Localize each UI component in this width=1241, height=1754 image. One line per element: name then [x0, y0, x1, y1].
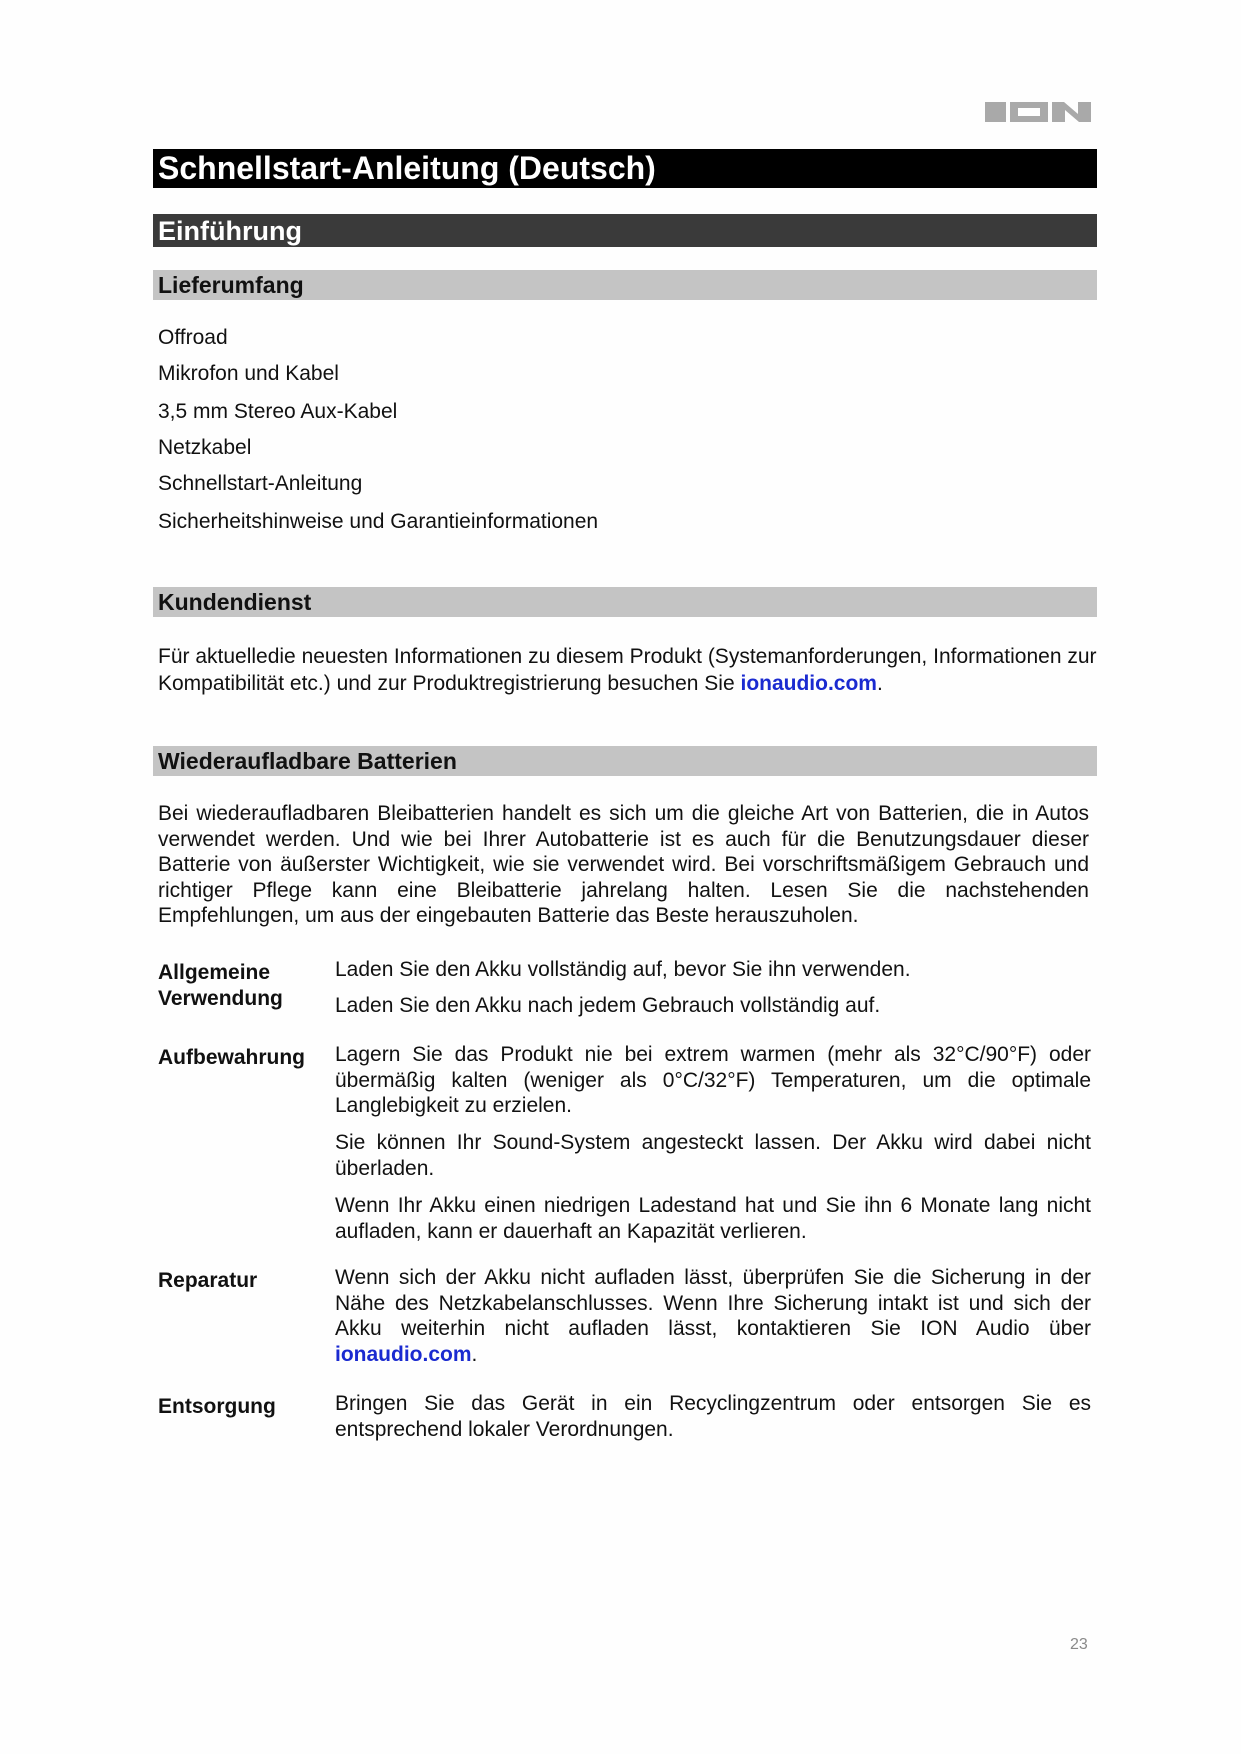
term-general-use: Allgemeine Verwendung — [158, 961, 283, 1010]
subheading-contents: Lieferumfang — [153, 270, 1097, 300]
repair-text: Wenn sich der Akku nicht aufladen lässt, überprüfen Sie die Sicherung in der Nähe des Netzkabelanschlusses. Wenn Ihre Sicherung intakt ist und sich der Akku weiterhin nicht aufladen lässt, kontaktieren Sie ION Audio über — [335, 1266, 1091, 1340]
support-link[interactable]: ionaudio.com — [740, 672, 877, 695]
subheading-support: Kundendienst — [153, 587, 1097, 617]
page-title: Schnellstart-Anleitung (Deutsch) — [153, 149, 1097, 188]
ion-logo — [985, 102, 1091, 122]
repair-period: . — [471, 1342, 478, 1366]
list-item: Netzkabel — [158, 436, 252, 459]
repair-link[interactable]: ionaudio.com — [335, 1342, 472, 1366]
list-item: Offroad — [158, 326, 228, 349]
general-use-text-1: Laden Sie den Akku vollständig auf, bevor Sie ihn verwenden. — [335, 958, 911, 981]
support-text: Für aktuelledie neuesten Informationen zu diesem Produkt (Systemanforderungen, Informationen zur Kompatibilität etc.) und zur Produktregistrierung besuchen Sie — [158, 645, 1097, 695]
term-disposal: Entsorgung — [158, 1395, 276, 1418]
list-item: Schnellstart-Anleitung — [158, 472, 363, 495]
general-use-text-2: Laden Sie den Akku nach jedem Gebrauch vollständig auf. — [335, 994, 881, 1017]
page-number: 23 — [1070, 1636, 1088, 1653]
support-paragraph — [158, 643, 1098, 697]
subheading-batteries: Wiederaufladbare Batterien — [153, 746, 1097, 776]
list-item: Sicherheitshinweise und Garantieinformationen — [158, 510, 599, 533]
section-heading-introduction: Einführung — [153, 214, 1097, 247]
support-period: . — [876, 672, 883, 695]
term-repair: Reparatur — [158, 1269, 258, 1292]
term-storage: Aufbewahrung — [158, 1046, 305, 1069]
disposal-text: Bringen Sie das Gerät in ein Recyclingzentrum oder entsorgen Sie es entsprechend lokaler Verordnungen. — [335, 1392, 1091, 1441]
list-item: Mikrofon und Kabel — [158, 362, 339, 385]
list-item: 3,5 mm Stereo Aux-Kabel — [158, 400, 398, 423]
storage-text-2: Sie können Ihr Sound-System angesteckt lassen. Der Akku wird dabei nicht überladen. — [335, 1131, 1091, 1180]
storage-text-3: Wenn Ihr Akku einen niedrigen Ladestand hat und Sie ihn 6 Monate lang nicht aufladen, kann er dauerhaft an Kapazität verlieren. — [335, 1194, 1091, 1243]
repair-paragraph — [335, 1265, 1091, 1367]
batteries-intro: Bei wiederaufladbaren Bleibatterien handelt es sich um die gleiche Art von Batterien, die in Autos verwendet werden. Und wie bei Ihrer Autobatterie ist es auch für die Benutzungsdauer dieser Batterie von äußerster Wichtigkeit, wie sie verwendet wird. Bei vorschriftsmäßigem Gebrauch und richtiger Pflege kann eine Bleibatterie jahrelang halten. Lesen Sie die nachstehenden Empfehlungen, um aus der eingebauten Batterie das Beste herauszuholen. — [158, 802, 1089, 927]
storage-text-1: Lagern Sie das Produkt nie bei extrem warmen (mehr als 32°C/90°F) oder übermäßig kalten (weniger als 0°C/32°F) Temperaturen, um die optimale Langlebigkeit zu erzielen. — [335, 1043, 1091, 1117]
